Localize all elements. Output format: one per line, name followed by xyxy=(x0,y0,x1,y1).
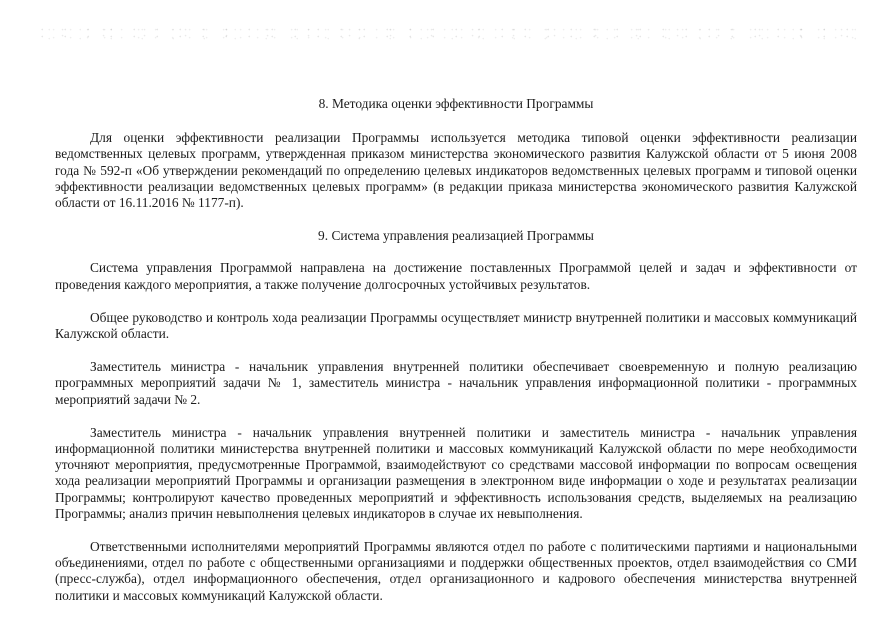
document-body xyxy=(55,96,857,604)
section-9-paragraph-1: Система управления Программой направлена на достижение поставленных Программой целей и задач и эффективности от проведения каждого мероприятия, а также получение долгосрочных устойчивых результатов. xyxy=(55,260,857,292)
section-9-paragraph-3: Заместитель министра - начальник управления внутренней политики обеспечивает своевременную и полную реализацию программных мероприятий задачи № 1, заместитель министра - начальник управления информационной политики - программных мероприятий задачи № 2. xyxy=(55,359,857,407)
section-8-paragraph: Для оценки эффективности реализации Программы используется методика типовой оценки эффективности реализации ведомственных целевых программ, утвержденная приказом министерства экономического развития Калужской области от 5 июня 2008 года № 592-п «Об утверждении рекомендаций по определению целевых индикаторов ведомственных целевых программ и типовой оценки эффективности реализации ведомственных целевых программ» (в редакции приказа министерства экономического развития Калужской области от 16.11.2016 № 1177-п). xyxy=(55,130,857,211)
section-9-paragraph-4: Заместитель министра - начальник управления внутренней политики и заместитель министра - начальник управления информационной политики министерства внутренней политики и массовых коммуникаций Калужской области по мере необходимости уточняют мероприятия, предусмотренные Программой, взаимодействуют со средствами массовой информации по вопросам освещения хода реализации мероприятий Программы и организации размещения в электронном виде информации о ходе и результатах реализации Программы; контролируют качество проведенных мероприятий и эффективность использования средств, выделяемых на реализацию Программы; анализ причин невыполнения целевых индикаторов в случае их невыполнения. xyxy=(55,424,857,521)
section-9-paragraph-5: Ответственными исполнителями мероприятий Программы являются отдел по работе с политическими партиями и национальными объединениями, отдел по работе с общественными организациями и поддержки общественных проектов, отдел взаимодействия со СМИ (пресс-служба), отдел информационного обеспечения, отдел организационного и кадрового обеспечения министерства внутренней политики и массовых коммуникаций Калужской области. xyxy=(55,539,857,603)
section-9-paragraph-2: Общее руководство и контроль хода реализации Программы осуществляет министр внутренней политики и массовых коммуникаций Калужской области. xyxy=(55,309,857,342)
section-9-heading: 9. Система управления реализацией Программы xyxy=(318,228,594,244)
scan-noise-strip xyxy=(40,26,860,40)
section-8-heading: 8. Методика оценки эффективности Программы xyxy=(318,96,594,111)
